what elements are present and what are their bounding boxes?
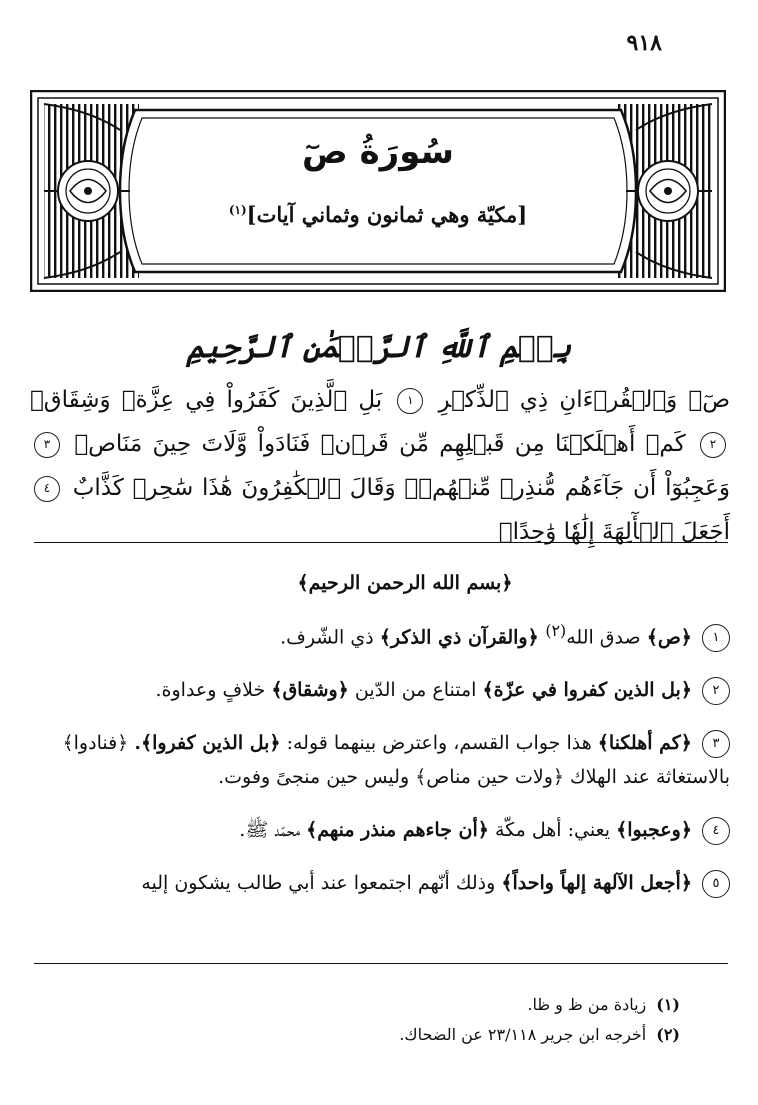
verse-text: أَجَعَلَ ٱلۡأٓلِهَةَ إِلَٰهٗا وَٰحِدًاۖ (498, 519, 730, 545)
verse-text: كَمۡ أَهۡلَكۡنَا مِن قَبۡلِهِم مِّن قَرۡنٖ فَنَادَواْ وَّلَاتَ حِينَ مَنَاصٖ (74, 431, 686, 457)
verse-text: صٓۚ وَٱلۡقُرۡءَانِ ذِي ٱلذِّكۡرِ (438, 387, 731, 413)
footnote (399, 1020, 680, 1050)
entry-text: ذي الشّرف. (280, 626, 380, 649)
tafsir-entry (40, 726, 730, 794)
ayah-number-marker: ٢ (700, 432, 726, 458)
ornamental-frame (30, 90, 726, 292)
entry-quote: ﴿أن جاءهم منذر منهم﴾ (306, 819, 489, 842)
entry-text: ﴿فنادوا﴾ بالاستغاثة عند الهلاك ﴿ولات حين مناص﴾ وليس حين منجىً وفوت. (62, 732, 730, 789)
surah-name: سُورَةُ صٓ (302, 132, 454, 172)
quran-text-block (30, 378, 730, 554)
page-number: ٩١٨ (626, 30, 662, 56)
footnote-text: أخرجه ابن جرير ٢٣/١١٨ عن الضحاك. (399, 1025, 647, 1044)
entry-quote: ﴿كم أهلكنا﴾ (597, 732, 692, 755)
tafsir-entry (40, 673, 730, 707)
verse-text: وَعَجِبُوٓاْ أَن جَآءَهُم مُّنذِرٞ مِّنۡهُمۡۖ وَقَالَ ٱلۡكَٰفِرُونَ هَٰذَا سَٰحِرٞ كَذَّابٌ (72, 475, 730, 501)
entry-text: وذلك أنّهم اجتمعوا عند أبي طالب يشكون إليه (141, 872, 502, 895)
entry-text: خلافٍ وعداوة. (155, 679, 272, 702)
entry-quote: ﴿أجعل الآلهة إلهاً واحداً﴾ (501, 872, 692, 895)
footnote (399, 990, 680, 1020)
ayah-number-marker: ٤ (34, 476, 60, 502)
entry-number: ٥ (702, 870, 730, 898)
footnote-number: (٢) (656, 1025, 680, 1044)
entry-text: امتناع من الدّين (348, 679, 483, 702)
entry-quote: ﴿وشقاق﴾ (271, 679, 349, 702)
entry-number: ٢ (702, 677, 730, 705)
entry-quote: ﴿بل الذين كفروا﴾. (134, 732, 281, 755)
ayah-number-marker: ١ (397, 388, 423, 414)
tafsir-section (40, 572, 730, 919)
tafsir-entry (40, 813, 730, 847)
footnote-number: (١) (656, 995, 680, 1014)
surah-header-frame (30, 90, 726, 292)
entry-quote: ﴿وعجبوا﴾ (616, 819, 692, 842)
surah-info-footnote-ref: (١) (228, 203, 247, 217)
entry-text: هذا جواب القسم، واعترض بينهما قوله: (280, 732, 598, 755)
entry-number: ١ (702, 624, 730, 652)
entry-text: صدق الله (566, 626, 647, 649)
basmala-calligraphy: بِسۡمِ ٱللَّهِ ٱلرَّحۡمَٰنِ ٱلرَّحِيمِ (186, 330, 572, 365)
entry-quote: ﴿والقرآن ذي الذكر﴾ (379, 626, 546, 649)
tafsir-entry (40, 866, 730, 900)
entry-quote: ﴿ص﴾ (646, 626, 692, 649)
footnote-text: زيادة من ظ و ظا. (527, 995, 647, 1014)
entry-text: يعني: أهل مكّة (488, 819, 617, 842)
surah-info-text: [مكيّة وهي ثمانون وثماني آيات] (246, 202, 528, 227)
ayah-number-marker: ٣ (34, 432, 60, 458)
separator-line (34, 542, 728, 543)
footnote-separator (34, 963, 728, 964)
surah-info (30, 202, 726, 227)
entry-text: محمّد ﷺ. (239, 819, 307, 842)
footnote-ref: (٢) (545, 621, 567, 640)
entry-number: ٤ (702, 817, 730, 845)
tafsir-entry (40, 614, 730, 654)
verse-text: بَلِ ٱلَّذِينَ كَفَرُواْ فِي عِزَّةٖ وَشِقَاقٖ (30, 387, 383, 413)
footnotes (399, 990, 680, 1050)
entry-number: ٣ (702, 730, 730, 758)
tafsir-basmala: ﴿بسم الله الرحمن الرحيم﴾ (297, 572, 513, 594)
entry-quote: ﴿بل الذين كفروا في عزّة﴾ (482, 679, 692, 702)
